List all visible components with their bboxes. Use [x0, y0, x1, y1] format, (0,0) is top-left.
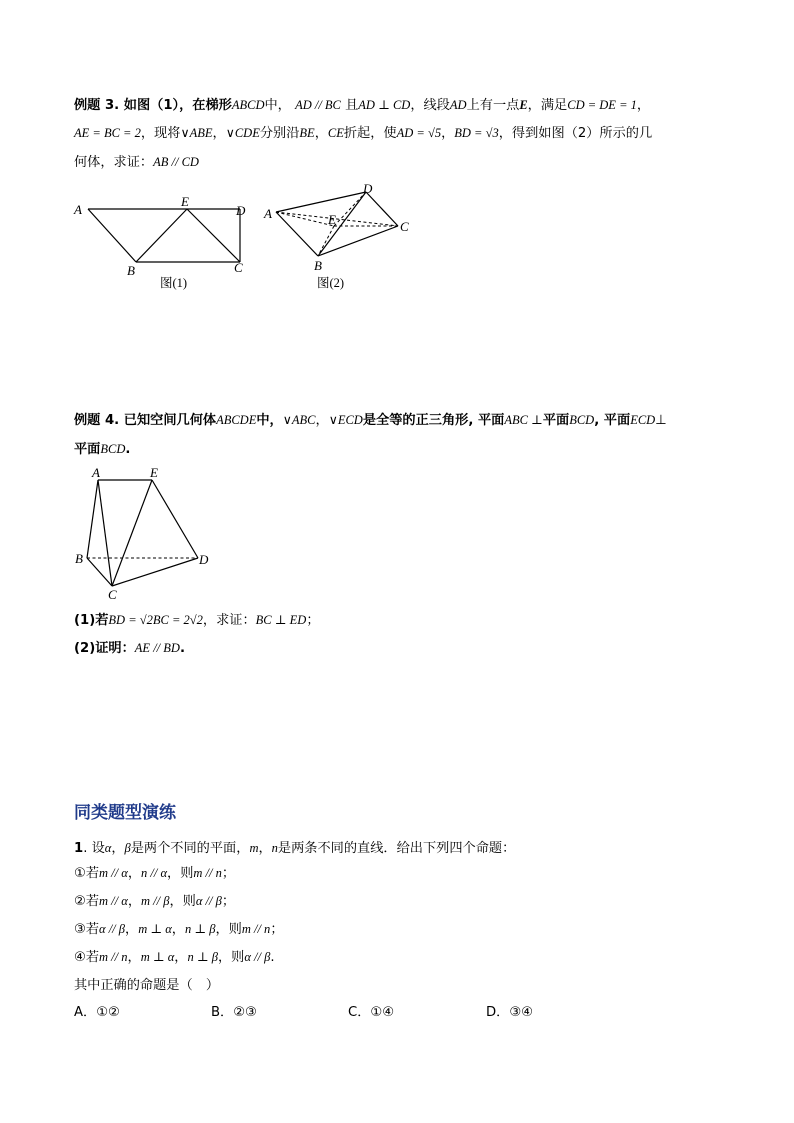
point-label-a: A	[264, 206, 272, 221]
text: .	[179, 641, 185, 656]
statement-1	[74, 864, 235, 883]
point-label-d: D	[363, 181, 373, 196]
math: AE = BC = 2	[74, 126, 141, 140]
point-label-e: E	[150, 465, 158, 480]
math: α // β	[244, 950, 271, 964]
text: 上有一点	[466, 98, 520, 113]
text: ，线段	[410, 98, 450, 113]
option-d[interactable]: D．③④	[486, 1005, 533, 1020]
text: ，	[212, 126, 226, 141]
text: ，则	[167, 866, 194, 881]
text: ③若	[74, 922, 100, 937]
point-label-b: B	[75, 551, 83, 566]
ex3-text: . 如图（1），在梯形	[114, 98, 232, 113]
ex4-label: 例题 4	[74, 413, 115, 428]
math: m // n	[99, 950, 128, 964]
math: BD = √3	[454, 126, 499, 140]
text: ；	[270, 922, 284, 937]
math: ∨CDE	[225, 126, 260, 140]
statement-3	[74, 920, 284, 939]
math: m ⊥ α	[140, 950, 175, 964]
problem-1-question: 其中正确的命题是（ ）	[74, 978, 220, 993]
point-label-d: D	[199, 552, 209, 567]
text: ④若	[74, 950, 100, 965]
text: . 已知空间几何体	[114, 413, 217, 428]
text: 且	[345, 98, 359, 113]
option-b[interactable]: B．②③	[211, 1005, 257, 1020]
text: ，则	[217, 950, 245, 965]
point-label-c: C	[234, 260, 243, 275]
math: m // β	[141, 894, 170, 908]
math: E	[519, 98, 528, 112]
statement-2	[74, 892, 235, 911]
text: 中，	[264, 98, 291, 113]
ex4-question-2	[74, 639, 185, 658]
point-label-e: E	[181, 194, 189, 209]
math: BCD	[569, 413, 595, 427]
math: ∨ABC	[282, 413, 316, 427]
math: AB // CD	[153, 155, 199, 169]
text: ，得到如图（2）所示的几	[498, 126, 653, 141]
text: 中，	[256, 413, 283, 428]
point-label-b: B	[127, 263, 135, 278]
text: ，现将	[140, 126, 181, 141]
math: ∨ABE	[180, 126, 213, 140]
text: , 平面	[468, 413, 505, 428]
point-label-e: E	[328, 212, 336, 227]
point-label-c: C	[108, 587, 117, 602]
math: m // α	[99, 866, 128, 880]
text: 分别沿	[259, 126, 300, 141]
point-label-c: C	[400, 219, 409, 234]
math: AD = √5	[396, 126, 442, 140]
text: 是全等的正三角形	[362, 413, 469, 428]
text: .	[125, 442, 131, 457]
problem-1-stem	[74, 839, 515, 858]
ex3-line-2	[74, 124, 652, 143]
text: ；	[221, 866, 236, 881]
ex3-figure-2	[262, 180, 422, 292]
point-label-a: A	[74, 202, 82, 217]
math: m // n	[241, 922, 271, 936]
text: ，	[127, 866, 141, 881]
text: . 设	[83, 841, 105, 856]
ex3-figure-1	[70, 192, 260, 292]
text: ，	[258, 841, 272, 856]
text: 平面	[542, 413, 570, 428]
text: (1)若	[74, 613, 109, 628]
math: CD = DE = 1	[567, 98, 637, 112]
text: ，	[441, 126, 455, 141]
math: ∨ECD	[328, 413, 363, 427]
text: .	[270, 950, 275, 965]
ex4-figure	[70, 462, 220, 602]
math: m	[249, 841, 259, 855]
math: n	[271, 841, 278, 855]
figure-caption: 图(1)	[160, 276, 188, 290]
math: CE	[327, 126, 344, 140]
math: ABC ⊥	[504, 413, 543, 427]
ex4-question-1	[74, 611, 320, 630]
text: 是两条不同的直线．给出下列四个命题：	[277, 841, 516, 856]
text: 是两个不同的平面，	[130, 841, 250, 856]
text: ，则	[215, 922, 242, 937]
math: n ⊥ β	[187, 950, 218, 964]
math: α	[104, 841, 112, 855]
text: ，	[127, 950, 141, 965]
ex3-line-1	[74, 96, 650, 115]
ex4-line-1	[74, 411, 667, 430]
text: ②若	[74, 894, 100, 909]
math: ECD	[630, 413, 656, 427]
text: ⊥	[655, 413, 667, 428]
ex3-label: 例题 3	[74, 98, 115, 113]
math: m ⊥ α	[138, 922, 172, 936]
figure-caption: 图(2)	[317, 276, 345, 290]
text: 平面	[74, 442, 101, 457]
text: 何体，求证：	[74, 155, 154, 170]
text: ，	[315, 413, 329, 428]
text: ，则	[169, 894, 196, 909]
math: BC ⊥ ED	[255, 613, 307, 627]
ex3-line-3	[74, 153, 199, 172]
math: ABCDE	[216, 413, 257, 427]
text: 折起，使	[343, 126, 397, 141]
option-c[interactable]: C．①④	[348, 1005, 395, 1020]
math: AD // BC	[295, 98, 341, 112]
math: m // α	[99, 894, 128, 908]
math: AD ⊥ CD	[358, 98, 411, 112]
text: ①若	[74, 866, 100, 881]
text: , 平面	[594, 413, 631, 428]
statement-4	[74, 948, 275, 967]
point-label-b: B	[314, 258, 322, 273]
point-label-d: D	[236, 203, 246, 218]
text: ；	[306, 613, 320, 628]
point-label-a: A	[92, 465, 100, 480]
option-a[interactable]: A．①②	[74, 1005, 120, 1020]
section-title: 同类题型演练	[74, 803, 176, 823]
text: (2)证明：	[74, 641, 135, 656]
text: ，	[171, 922, 185, 937]
math: n ⊥ β	[184, 922, 216, 936]
math: ABCD	[231, 98, 265, 112]
math: AD	[449, 98, 467, 112]
text: ，满足	[527, 98, 568, 113]
math: n // α	[141, 866, 168, 880]
math: BCD	[100, 442, 126, 456]
text: ，	[314, 126, 328, 141]
math: α // β	[195, 894, 222, 908]
math: BE	[299, 126, 315, 140]
text: ，	[636, 98, 651, 113]
problem-number: 1	[74, 841, 84, 856]
math: β	[124, 841, 131, 855]
text: ，求证：	[202, 613, 256, 628]
text: ；	[221, 894, 235, 909]
text: ，	[174, 950, 188, 965]
math: AE // BD	[134, 641, 180, 655]
math: α // β	[99, 922, 125, 936]
text: ，	[111, 841, 125, 856]
text: ，	[127, 894, 141, 909]
math: m // n	[193, 866, 222, 880]
ex4-line-2	[74, 440, 130, 459]
math: BD = √2BC = 2√2	[108, 613, 203, 627]
text: ，	[125, 922, 139, 937]
